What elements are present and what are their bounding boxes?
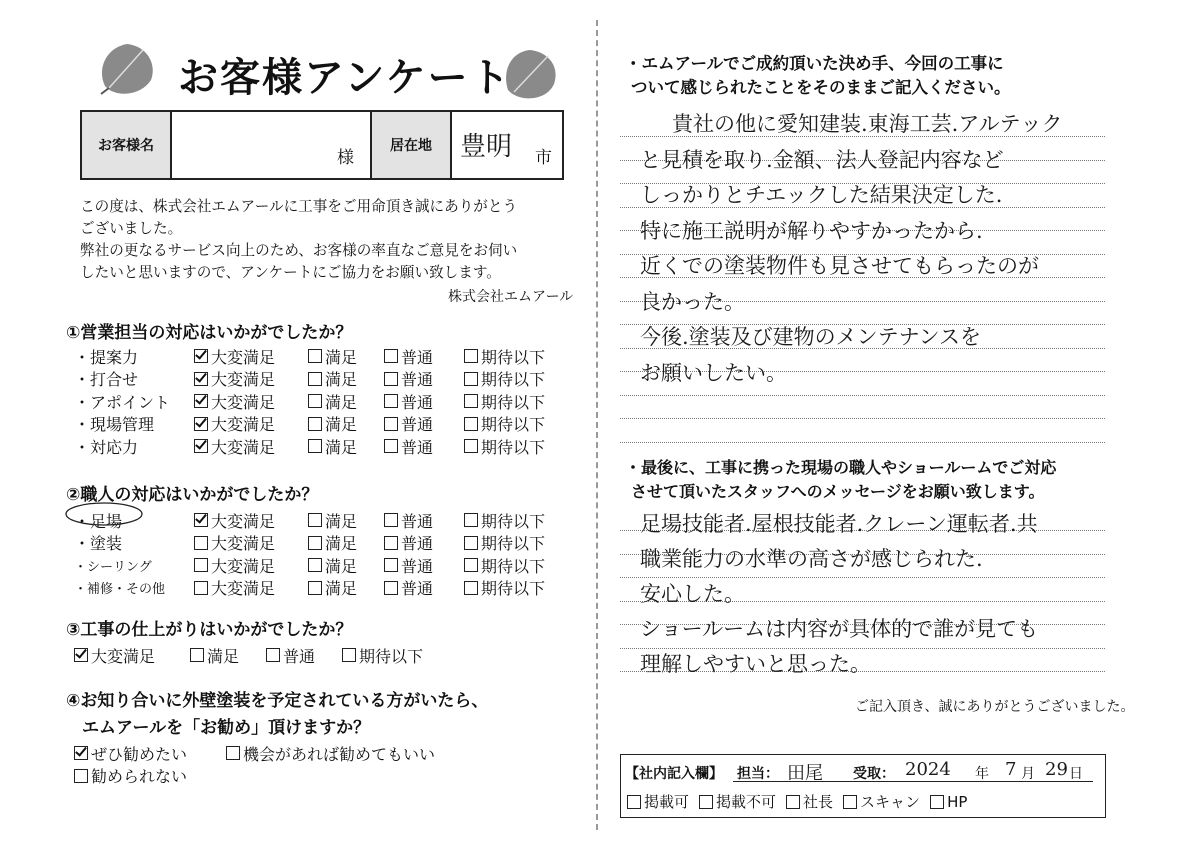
q2-row-label: ・足場 [74, 511, 123, 531]
q1-row-label: ・現場管理 [74, 415, 155, 435]
q1-option[interactable]: 満足 [308, 367, 384, 390]
checkbox-icon[interactable] [786, 795, 800, 809]
thanks-text: ご記入頂き、誠にありがとうございました。 [855, 699, 1135, 715]
customer-name-label: お客様名 [82, 112, 170, 178]
customer-name-suffix: 様 [337, 148, 354, 168]
question-4 [66, 686, 586, 787]
q1-row [66, 435, 586, 458]
question-1-title: ①営業担当の対応はいかがでしたか？ [66, 323, 353, 343]
q1-row [66, 390, 586, 413]
intro-line: ございました。 [80, 220, 183, 237]
received-day: 29 [1045, 759, 1068, 780]
q2-option[interactable]: 満足 [308, 531, 384, 554]
question-2-title: ②職人の対応はいかがでしたか？ [66, 485, 319, 505]
question-3 [66, 615, 586, 667]
page-title: お客様アンケート [178, 55, 512, 101]
checkbox-icon[interactable] [194, 581, 208, 595]
checkbox-icon[interactable] [308, 349, 322, 363]
question-5-title-line2: ついて感じられたことをそのままご記入ください。 [631, 78, 1011, 97]
q2-option[interactable]: 普通 [384, 531, 464, 554]
q3-row [66, 644, 586, 667]
q4-option-3[interactable]: 勧められない [74, 764, 187, 787]
handwritten-line: お願いしたい。 [640, 360, 787, 385]
checkbox-icon[interactable] [384, 349, 398, 363]
checkbox-icon[interactable] [627, 795, 641, 809]
staff-value: 田尾 [787, 763, 823, 784]
address-value: 豊明 [460, 132, 513, 162]
q1-option[interactable]: 大変満足 [194, 367, 308, 390]
checkbox-checked-icon[interactable] [194, 439, 208, 453]
q4-option-1[interactable]: ぜひ勧めたい [74, 742, 226, 765]
q1-option[interactable]: 満足 [308, 345, 384, 368]
q2-option[interactable]: 満足 [308, 554, 384, 577]
checkbox-icon[interactable] [384, 513, 398, 527]
company-name: 株式会社エムアール [448, 289, 574, 305]
checkbox-icon[interactable] [464, 394, 478, 408]
day-unit: 日 [1069, 766, 1083, 782]
q3-option[interactable]: 期待以下 [342, 644, 442, 667]
question-3-title: ③工事の仕上がりはいかがでしたか？ [66, 620, 353, 640]
checkbox-icon[interactable] [384, 536, 398, 550]
checkbox-icon[interactable] [190, 648, 204, 662]
checkbox-checked-icon[interactable] [194, 394, 208, 408]
q3-option[interactable]: 満足 [190, 644, 266, 667]
q1-row-label: ・打合せ [74, 370, 139, 390]
checkbox-icon[interactable] [464, 439, 478, 453]
q4-option-2[interactable]: 機会があれば勧めてもいい [226, 742, 435, 765]
checkbox-icon[interactable] [384, 417, 398, 431]
q1-option[interactable]: 大変満足 [194, 412, 308, 435]
q1-option[interactable]: 普通 [384, 345, 464, 368]
handwritten-line: 近くでの塗装物件も見させてもらったのが [640, 254, 1039, 278]
handwritten-line: しっかりとチエックした結果決定した. [640, 183, 1003, 207]
q3-option[interactable]: 大変満足 [74, 644, 190, 667]
q1-row-label: ・対応力 [74, 437, 139, 457]
checkbox-icon[interactable] [308, 417, 322, 431]
q2-option[interactable]: 期待以下 [464, 554, 564, 577]
q2-row-label: ・シーリング [74, 559, 152, 575]
received-year: 2024 [905, 759, 951, 780]
q2-row [66, 577, 586, 600]
q1-option[interactable]: 期待以下 [464, 345, 564, 368]
q1-row-label: ・アポイント [74, 392, 171, 412]
q1-row-label: ・提案力 [74, 347, 139, 367]
q2-row-label: ・塗装 [74, 534, 123, 554]
q1-row [66, 413, 586, 436]
question-5 [625, 52, 1011, 100]
ruled-line [620, 418, 1105, 419]
q1-option[interactable]: 普通 [384, 390, 464, 413]
checkbox-icon[interactable] [308, 439, 322, 453]
checkbox-icon[interactable] [384, 372, 398, 386]
checkbox-icon[interactable] [464, 581, 478, 595]
q1-option[interactable]: 期待以下 [464, 367, 564, 390]
checkbox-icon[interactable] [464, 536, 478, 550]
office-check-option[interactable]: 掲載不可 [699, 791, 776, 812]
handwritten-line: 貴社の他に愛知建装.東海工芸.アルテック [672, 112, 1063, 136]
checkbox-icon[interactable] [74, 769, 88, 783]
leaf-left-icon [95, 40, 159, 98]
ruled-line [620, 395, 1105, 396]
q2-option[interactable]: 期待以下 [464, 531, 564, 554]
checkbox-icon[interactable] [930, 795, 944, 809]
q2-option[interactable]: 大変満足 [194, 531, 308, 554]
q2-option[interactable]: 満足 [308, 576, 384, 599]
checkbox-icon[interactable] [308, 394, 322, 408]
customer-name-field[interactable] [170, 112, 370, 178]
checkbox-icon[interactable] [308, 536, 322, 550]
question-6 [625, 456, 1056, 504]
received-label: 受取： [853, 766, 895, 782]
intro-line: 弊社の更なるサービス向上のため、お客様の率直なご意見をお伺い [80, 242, 518, 259]
office-use-box [620, 754, 1106, 818]
checkbox-icon[interactable] [384, 558, 398, 572]
q1-option[interactable]: 満足 [308, 412, 384, 435]
question-4-title-line1: ④お知り合いに外壁塗装を予定されている方がいたら、 [66, 691, 489, 711]
received-month: 7 [1005, 759, 1017, 780]
q1-option[interactable]: 大変満足 [194, 390, 308, 413]
checkbox-icon[interactable] [384, 394, 398, 408]
q1-option[interactable]: 期待以下 [464, 390, 564, 413]
office-check-option[interactable]: 掲載可 [627, 791, 689, 812]
checkbox-icon[interactable] [699, 795, 713, 809]
q2-option[interactable]: 普通 [384, 554, 464, 577]
handwritten-line: 良かった。 [640, 289, 745, 314]
staff-label: 担当： [737, 766, 779, 782]
checkbox-icon[interactable] [843, 795, 857, 809]
handwritten-line: 職業能力の水準の高さが感じられた. [640, 547, 983, 571]
q2-row-label: ・補修・その他 [74, 582, 166, 598]
question-6-title-line2: させて頂いたスタッフへのメッセージをお願い致します。 [631, 482, 1045, 501]
address-field[interactable] [450, 112, 562, 178]
intro-line: この度は、株式会社エムアールに工事をご用命頂き誠にありがとう [80, 198, 518, 215]
checkbox-icon[interactable] [464, 513, 478, 527]
handwritten-line: 特に施工説明が解りやすかったから. [640, 218, 983, 243]
checkbox-icon[interactable] [464, 558, 478, 572]
month-unit: 月 [1021, 766, 1035, 782]
intro-text [80, 196, 600, 284]
q2-option[interactable]: 普通 [384, 576, 464, 599]
handwritten-line: 理解しやすいと思った。 [640, 652, 871, 676]
q1-option[interactable]: 期待以下 [464, 435, 564, 458]
handwritten-line: 今後.塗装及び建物のメンテナンスを [640, 325, 981, 349]
question-6-title-line1: ・最後に、工事に携った現場の職人やショールームでご対応 [625, 458, 1057, 477]
handwritten-line: 安心した。 [640, 582, 745, 606]
checkbox-checked-icon[interactable] [194, 349, 208, 363]
checkbox-icon[interactable] [194, 536, 208, 550]
checkbox-icon[interactable] [464, 349, 478, 363]
office-check-option[interactable]: HP [930, 791, 967, 812]
checkbox-icon[interactable] [464, 417, 478, 431]
address-label: 居在地 [370, 112, 450, 178]
q2-option[interactable]: 期待以下 [464, 509, 564, 532]
page-divider [596, 20, 598, 830]
q1-row [66, 368, 586, 391]
checkbox-icon[interactable] [342, 648, 356, 662]
q2-row [66, 532, 586, 555]
q2-option[interactable]: 普通 [384, 509, 464, 532]
checkbox-checked-icon[interactable] [194, 372, 208, 386]
checkbox-icon[interactable] [464, 372, 478, 386]
year-unit: 年 [975, 766, 989, 782]
q1-option[interactable]: 普通 [384, 412, 464, 435]
q1-option[interactable]: 満足 [308, 435, 384, 458]
checkbox-icon[interactable] [308, 513, 322, 527]
checkbox-icon[interactable] [384, 439, 398, 453]
office-check-option[interactable]: スキャン [843, 791, 920, 812]
q1-row [66, 345, 586, 368]
checkbox-icon[interactable] [308, 558, 322, 572]
question-4-title-line2: エムアールを「お勧め」頂けますか？ [82, 718, 371, 738]
q2-option[interactable]: 期待以下 [464, 576, 564, 599]
q1-option[interactable]: 大変満足 [194, 435, 308, 458]
handwritten-line: ショールームは内容が具体的で誰が見ても [640, 617, 1039, 641]
q2-row [66, 554, 586, 577]
q2-option[interactable]: 大変満足 [194, 509, 308, 532]
q1-option[interactable]: 満足 [308, 390, 384, 413]
office-label: 【社内記入欄】 [625, 766, 723, 782]
checkbox-checked-icon[interactable] [194, 513, 208, 527]
checkbox-icon[interactable] [384, 581, 398, 595]
ruled-line [620, 442, 1105, 443]
office-check-option[interactable]: 社長 [786, 791, 833, 812]
checkbox-checked-icon[interactable] [74, 746, 88, 760]
q3-option[interactable]: 普通 [266, 644, 342, 667]
question-5-title-line1: ・エムアールでご成約頂いた決め手、今回の工事に [625, 54, 1004, 73]
circle-mark-icon [62, 500, 152, 528]
q1-option[interactable]: 大変満足 [194, 345, 308, 368]
q1-option[interactable]: 普通 [384, 435, 464, 458]
q1-option[interactable]: 普通 [384, 367, 464, 390]
handwritten-line: と見積を取り.金額、法人登記内容など [640, 147, 1004, 172]
intro-line: したいと思いますので、アンケートにご協力をお願い致します。 [80, 264, 501, 281]
checkbox-icon[interactable] [308, 372, 322, 386]
handwritten-line: 足場技能者.屋根技能者.クレーン運転者.共 [640, 512, 1038, 536]
checkbox-icon[interactable] [266, 648, 280, 662]
q1-option[interactable]: 期待以下 [464, 412, 564, 435]
address-suffix: 市 [535, 148, 552, 168]
q2-option[interactable]: 大変満足 [194, 554, 308, 577]
question-2 [66, 480, 586, 599]
q2-option[interactable]: 大変満足 [194, 576, 308, 599]
checkbox-icon[interactable] [308, 581, 322, 595]
question-1 [66, 318, 586, 458]
q2-option[interactable]: 満足 [308, 509, 384, 532]
checkbox-icon[interactable] [194, 558, 208, 572]
checkbox-icon[interactable] [226, 746, 240, 760]
checkbox-checked-icon[interactable] [74, 648, 88, 662]
checkbox-checked-icon[interactable] [194, 417, 208, 431]
customer-info-box [80, 110, 564, 180]
